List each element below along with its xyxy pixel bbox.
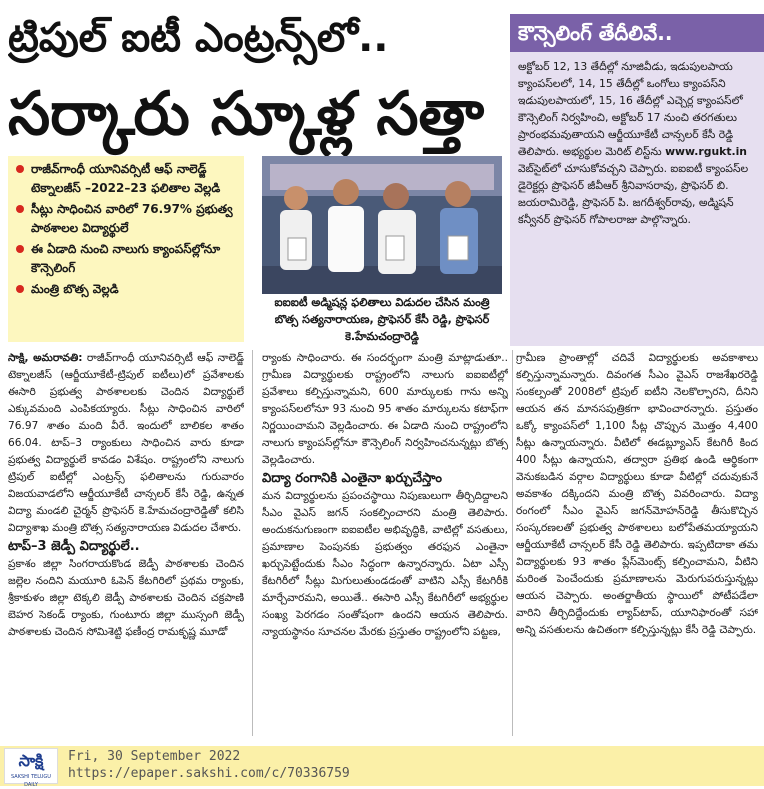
article-paragraph: ర్యాంకు సాధించారు. ఈ సందర్భంగా మంత్రి మాట్లాడుతూ.. గ్రామీణ విద్యార్థులకు రాష్ట్రంలోని నాలుగు ఐఐఐటీల్లో ప్రవేశాలు కల్పిస్తున్నామని, 600 మార్కులకు గాను అన్ని క్యాంపస్‌లలోనూ 93 నుంచి 95 శాతం మార్కులను కటాఫ్‌గా నిర్ణయించామని వెల్లడించారు. ఈ ఏడాది నుంచి రాష్ట్రంలోని నాలుగు క్యాంపస్‌ల్లోనూ కౌన్సెలింగ్ నిర్వహించనున్నట్లు బొత్స వెల్లడించారు. bbox=[262, 352, 508, 466]
highlight-item bbox=[16, 200, 238, 238]
article-paragraph: గ్రామీణ ప్రాంతాల్లో చదివే విద్యార్థులకు అవకాశాలు కల్పిస్తున్నామన్నారు. దివంగత సీఎం వైఎస్ రాజశేఖరరెడ్డి సంకల్పంతో 2008లో ట్రిపుల్ ఐటీని నెలకొల్పారని, దీనిని ఆయన తన మానసపుత్రికగా భావించారన్నారు. ప్రస్తుతం ఒక్కో క్యాంపస్‌లో 1,100 సీట్ల చొప్పున మొత్తం 4,400 సీట్లు ఉన్నాయన్నారు. వీటిలో ఈడబ్ల్యూఎస్ కేటగిరీ కింద 400 సీట్లు ఉన్నాయని, తద్వారా ప్రతిభ ఉండి ఆర్థికంగా వెనుకబడిన వర్గాల విద్యార్థులు కూడా వీటిల్లో చదువుకునే అవకాశం దక్కిందని మంత్రి బొత్స వివరించారు. విద్యా రంగంలో సీఎం వైఎస్ జగన్‌మోహన్‌రెడ్డి తీసుకొచ్చిన సంస్కరణలతో ప్రభుత్వ పాఠశాలలు బలోపేతమయ్యాయని ఆర్జీయూకేటీ చాన్సలర్ కేసీ రెడ్డి తెలిపారు. ఇప్పటిదాకా తమ విద్యార్థులకు 93 శాతం ప్లేస్‌మెంట్స్ కల్పించామని, వీటిని మరింత పెంచేందుకు ప్రమాణాలను మెరుగుపరుస్తున్నట్లు ఆయన చెప్పారు. అంతర్జాతీయ స్థాయిలో పోటీపడేలా వారిని తీర్చిదిద్దేందుకు ల్యాప్‌టాప్, యూనిఫారంతో సహా అన్ని వసతులను ఉచితంగా కల్పిస్తున్నట్లు కేసీ రెడ్డి చెప్పారు. bbox=[516, 352, 758, 636]
bullet-icon bbox=[16, 245, 24, 253]
article-column-1 bbox=[8, 350, 244, 736]
highlight-item bbox=[16, 240, 238, 278]
photo-caption: ఐఐఐటీ అడ్మిషన్ల ఫలితాలు విడుదల చేసిన మంత్రి బొత్స సత్యనారాయణ, ప్రొఫెసర్ కేసీ రెడ్డి, ప్రొఫెసర్ కె.హేమచంద్రారెడ్డి bbox=[274, 296, 490, 343]
highlight-item bbox=[16, 160, 238, 198]
counseling-box bbox=[510, 14, 764, 346]
subheading: టాప్–3 జెడ్పీ విద్యార్థులే.. bbox=[8, 539, 140, 554]
counseling-title: కౌన్సెలింగ్ తేదీలివే.. bbox=[510, 14, 764, 52]
column-divider bbox=[512, 350, 513, 736]
footer-bar bbox=[0, 746, 764, 786]
article-paragraph: ప్రకాశం జిల్లా సింగరాయకొండ జెడ్పీ పాఠశాలకు చెందిన జల్లెల నందిని మయూరి ఓపెన్ కేటగిరిలో ప్రథమ ర్యాంకు, శ్రీకాకుళం జిల్లా టెక్కలి జెడ్పీ పాఠశాలకు చెందిన చక్రపాణి బెహర సెకండ్ ర్యాంకు, గుంటూరు జిల్లా ముస్సంగి జెడ్పీ పాఠశాలకు చెందిన సోమిశెట్టి ఫణీంద్ర రామకృష్ణ మూడో bbox=[8, 558, 244, 638]
event-photo bbox=[262, 156, 502, 294]
dateline: సాక్షి, అమరావతి: bbox=[8, 352, 83, 364]
counseling-link[interactable]: www.rgukt.in bbox=[665, 145, 747, 158]
logo-text: సాక్షి bbox=[18, 751, 44, 770]
article-paragraph: రాజీవ్‌గాంధీ యూనివర్సిటీ ఆఫ్ నాలెడ్జ్ టెక్నాలజీస్ (ఆర్జీయూకేటీ-ట్రిపుల్ ఐటీలు)లో ప్రవేశాలకు ఈసారి ప్రభుత్వ పాఠశాలలకు చెందిన విద్యార్థులే ఎక్కువమంది ఎంపికయ్యారు. సీట్లు సాధించిన వారిలో 76.97 శాతం మంది వీరే. ఇందులో బాలికల శాతం 66.04. టాప్–3 ర్యాంకులు సాధించిన వారు కూడా ప్రభుత్వ విద్యార్థులే కావడం విశేషం. రాష్ట్రంలోని నాలుగు ట్రిపుల్ ఐటీల్లో ఎంట్రన్స్ ఫలితాలను గురువారం విజయవాడలోని ఆర్జీయూకేటీ చాన్సలర్ కేసీ రెడ్డి, ఉన్నత విద్యా మండలి చైర్మన్ ప్రొఫెసర్ కె.హేమచంద్రారెడ్డితో కలిసి విద్యాశాఖ మంత్రి బొత్స సత్యనారాయణ విడుదల చేశారు. bbox=[8, 352, 244, 534]
highlight-text: మంత్రి బొత్స వెల్లడి bbox=[31, 282, 119, 296]
headline-line-2: సర్కారు స్కూళ్ల సత్తా bbox=[8, 79, 485, 149]
highlight-text: రాజీవ్‌గాంధీ యూనివర్సిటీ ఆఫ్ నాలెడ్జ్ టెక్నాలజీస్ –2022–23 ఫలితాల వెల్లడి bbox=[31, 162, 221, 195]
highlight-text: ఈ ఏడాది నుంచి నాలుగు క్యాంపస్‌ల్లోనూ కౌన్సెలింగ్ bbox=[31, 242, 221, 275]
column-divider bbox=[252, 350, 253, 736]
highlight-item bbox=[16, 280, 238, 299]
counseling-body bbox=[510, 52, 764, 346]
sakshi-logo bbox=[4, 748, 58, 788]
bullet-icon bbox=[16, 165, 24, 173]
bullet-icon bbox=[16, 285, 24, 293]
article-column-2 bbox=[262, 350, 508, 736]
highlights-box bbox=[8, 156, 244, 342]
article-paragraph: మన విద్యార్థులను ప్రపంచస్థాయి నిపుణులుగా తీర్చిదిద్దాలని సీఎం వైఎస్ జగన్ సంకల్పించారని మంత్రి తెలిపారు. అందుకనుగుణంగా ఐఐఐటీల అభివృద్ధికి, వాటిల్లో వసతులు, ప్రమాణాల పెంపునకు ప్రభుత్వం తరఫున ఎంతైనా ఖర్చుపెట్టేందుకు సీఎం సిద్ధంగా ఉన్నారన్నారు. ఏటా ఎస్సీ కేటగిరీలో సీట్లు మిగులుతుండడంతో వాటిని ఎస్సీ కేటగిరీకి మార్చేవారమని, అయితే.. ఈసారి ఎస్సీ కేటగిరీలో అభ్యర్థుల సంఖ్య పెరగడం సంతోషంగా ఉందని ఆయన తెలిపారు. న్యాయస్థానం సూచనల మేరకు ప్రస్తుతం రాష్ట్రంలోని పట్టణ, bbox=[262, 490, 508, 638]
counseling-text-2: వెబ్‌సైట్‌లో చూసుకోవచ్చని చెప్పారు. ఐఐఐటీ క్యాంపస్‌ల డైరెక్టర్లు ప్రొఫెసర్ జీవీఆర్ శ్రీనివాసరావు, ప్రొఫెసర్ బి. జయరామిరెడ్డి, ప్రొఫెసర్ పి. జగదీశ్వర్‌రావు, అడ్మిషన్ కన్వీనర్ ప్రొఫెసర్ గోపాలరాజు పాల్గొన్నారు. bbox=[518, 162, 749, 226]
subheading: విద్యా రంగానికి ఎంతైనా ఖర్చుచేస్తాం bbox=[262, 471, 442, 486]
logo-subtitle: SAKSHI TELUGU DAILY bbox=[11, 774, 51, 788]
counseling-text-1: అక్టోబర్ 12, 13 తేదీల్లో నూజివీడు, ఇడుపులపాయ క్యాంపస్‌లలో, 14, 15 తేదీల్లో ఒంగోలు క్యాంపస్‌ని ఇడుపులపాయలో, 15, 16 తేదీల్లో ఎచ్చెర్ల క్యాంపస్‌లో కౌన్సెలింగ్ నిర్వహించి, అక్టోబర్ 17 నుంచి తరగతులు ప్రారంభమవుతాయని ఆర్జీయూకేటీ చాన్సలర్ కేసీ రెడ్డి తెలిపారు. అభ్యర్థుల మెరిట్ లిస్ట్‌ను bbox=[518, 60, 743, 158]
bullet-icon bbox=[16, 205, 24, 213]
footer-date: Fri, 30 September 2022 bbox=[68, 749, 241, 764]
event-photo-illustration bbox=[262, 156, 502, 294]
highlight-text: సీట్లు సాధించిన వారిలో 76.97% ప్రభుత్వ పాఠశాలల విద్యార్థులే bbox=[31, 202, 233, 235]
footer-url[interactable]: https://epaper.sakshi.com/c/70336759 bbox=[68, 766, 350, 781]
article-column-3 bbox=[516, 350, 758, 736]
headline-line-1: ట్రిపుల్ ఐటీ ఎంట్రన్స్‌లో.. bbox=[8, 15, 389, 61]
